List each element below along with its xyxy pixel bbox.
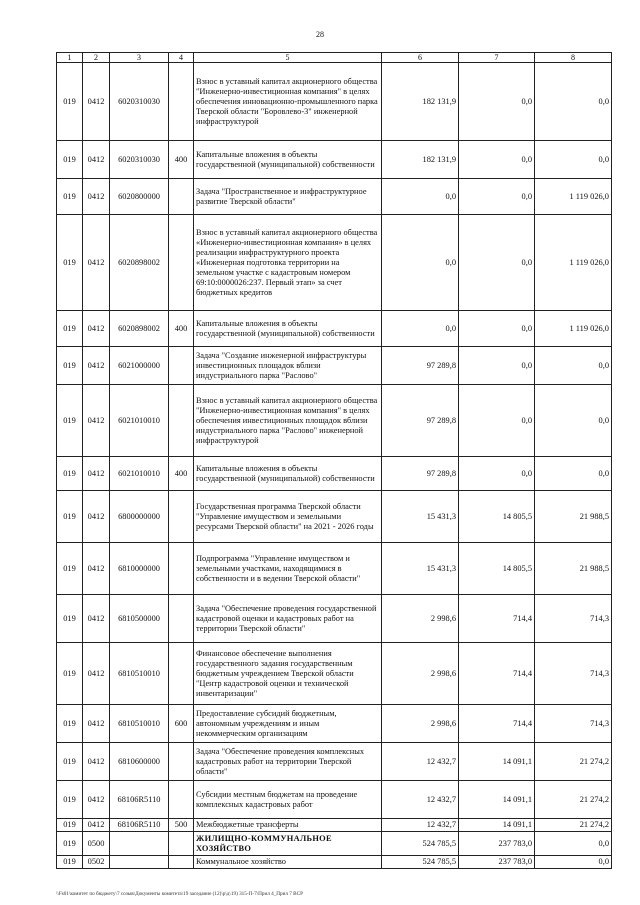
item-name-cell: Взнос в уставный капитал акционерного общества "Инженерно-инвестиционная компания" в целях обеспечения инвестиционных площадок вблизи индустриального парка "Раслово" инженерной инфраструктурой — [194, 385, 382, 457]
amount-year-3-cell: 1 119 026,0 — [535, 179, 612, 215]
amount-year-2-cell: 714,4 — [459, 705, 535, 743]
table-row — [57, 543, 612, 595]
section-code-cell: 0412 — [83, 311, 110, 347]
amount-year-2-cell: 14 805,5 — [459, 543, 535, 595]
amount-year-1-cell: 97 289,8 — [382, 457, 459, 491]
amount-year-2-cell: 0,0 — [459, 311, 535, 347]
header-cell-1: 1 — [57, 53, 83, 63]
admin-code-cell: 019 — [57, 743, 83, 781]
amount-year-3-cell: 0,0 — [535, 141, 612, 179]
budget-table — [56, 52, 612, 869]
table-row — [57, 215, 612, 311]
amount-year-3-cell: 21 274,2 — [535, 819, 612, 832]
section-code-cell: 0412 — [83, 491, 110, 543]
expense-type-cell: 400 — [169, 457, 194, 491]
item-name-cell: Коммунальное хозяйство — [194, 856, 382, 869]
target-article-cell: 6020898002 — [110, 311, 169, 347]
table-row — [57, 457, 612, 491]
item-name-cell: Субсидии местным бюджетам на проведение комплексных кадастровых работ — [194, 781, 382, 819]
item-name-cell: Межбюджетные трансферты — [194, 819, 382, 832]
amount-year-1-cell: 182 131,9 — [382, 141, 459, 179]
item-name-cell: Взнос в уставный капитал акционерного общества "Инженерно-инвестиционная компания" в целях обеспечения инновационно-промышленного парка Тверской области "Боровлево-3" инженерной инфраструктурой — [194, 63, 382, 141]
table-row — [57, 385, 612, 457]
expense-type-cell — [169, 347, 194, 385]
item-name-cell: Подпрограмма "Управление имуществом и земельными участками, находящимися в собственности и в ведении Тверской области" — [194, 543, 382, 595]
table-row — [57, 643, 612, 705]
item-name-cell: Задача "Пространственное и инфраструктурное развитие Тверской области" — [194, 179, 382, 215]
target-article-cell: 6021010010 — [110, 457, 169, 491]
item-name-cell: Взнос в уставный капитал акционерного общества «Инженерно-инвестиционная компания» в целях реализации инфраструктурного проекта «Инженерная подготовка территории на земельном участке с кадастровым номером 69:10:0000026:237. Первый этап» за счет бюджетных кредитов — [194, 215, 382, 311]
item-name-cell: Капитальные вложения в объекты государственной (муниципальной) собственности — [194, 141, 382, 179]
expense-type-cell — [169, 179, 194, 215]
amount-year-3-cell: 1 119 026,0 — [535, 215, 612, 311]
amount-year-3-cell: 714,3 — [535, 643, 612, 705]
table-row — [57, 705, 612, 743]
admin-code-cell: 019 — [57, 705, 83, 743]
section-code-cell: 0412 — [83, 595, 110, 643]
admin-code-cell: 019 — [57, 215, 83, 311]
admin-code-cell: 019 — [57, 385, 83, 457]
amount-year-2-cell: 714,4 — [459, 595, 535, 643]
expense-type-cell — [169, 743, 194, 781]
header-cell-2: 2 — [83, 53, 110, 63]
amount-year-1-cell: 12 432,7 — [382, 819, 459, 832]
amount-year-1-cell: 2 998,6 — [382, 705, 459, 743]
section-code-cell: 0502 — [83, 856, 110, 869]
admin-code-cell: 019 — [57, 781, 83, 819]
item-name-cell: Государственная программа Тверской области "Управление имуществом и земельными ресурсами Тверской области" на 2021 - 2026 годы — [194, 491, 382, 543]
section-code-cell: 0412 — [83, 215, 110, 311]
amount-year-1-cell: 524 785,5 — [382, 832, 459, 856]
amount-year-2-cell: 0,0 — [459, 215, 535, 311]
page-number: 28 — [316, 30, 324, 39]
target-article-cell: 68106R5110 — [110, 819, 169, 832]
item-name-cell: Капитальные вложения в объекты государственной (муниципальной) собственности — [194, 457, 382, 491]
table-row — [57, 781, 612, 819]
table-row — [57, 856, 612, 869]
amount-year-1-cell: 0,0 — [382, 179, 459, 215]
amount-year-1-cell: 97 289,8 — [382, 347, 459, 385]
target-article-cell — [110, 856, 169, 869]
target-article-cell: 6810510010 — [110, 705, 169, 743]
section-code-cell: 0412 — [83, 819, 110, 832]
target-article-cell: 6020310030 — [110, 63, 169, 141]
expense-type-cell — [169, 856, 194, 869]
item-name-cell: Финансовое обеспечение выполнения государственного задания государственным бюджетным учреждением Тверской области "Центр кадастровой оценки и технической инвентаризации" — [194, 643, 382, 705]
expense-type-cell: 600 — [169, 705, 194, 743]
target-article-cell: 6020310030 — [110, 141, 169, 179]
section-code-cell: 0412 — [83, 63, 110, 141]
item-name-cell: Капитальные вложения в объекты государственной (муниципальной) собственности — [194, 311, 382, 347]
table-row — [57, 819, 612, 832]
target-article-cell: 6810510010 — [110, 643, 169, 705]
expense-type-cell — [169, 543, 194, 595]
item-name-cell: Задача "Создание инженерной инфраструктуры инвестиционных площадок вблизи индустриального парка "Раслово" — [194, 347, 382, 385]
admin-code-cell: 019 — [57, 543, 83, 595]
item-name-cell: Задача "Обеспечение проведения комплексных кадастровых работ на территории Тверской области" — [194, 743, 382, 781]
expense-type-cell: 400 — [169, 311, 194, 347]
target-article-cell: 68106R5110 — [110, 781, 169, 819]
amount-year-1-cell: 0,0 — [382, 311, 459, 347]
section-code-cell: 0412 — [83, 743, 110, 781]
amount-year-2-cell: 0,0 — [459, 457, 535, 491]
amount-year-2-cell: 14 091,1 — [459, 819, 535, 832]
section-code-cell: 0412 — [83, 141, 110, 179]
amount-year-3-cell: 0,0 — [535, 347, 612, 385]
expense-type-cell — [169, 63, 194, 141]
target-article-cell: 6810600000 — [110, 743, 169, 781]
expense-type-cell — [169, 832, 194, 856]
section-code-cell: 0412 — [83, 385, 110, 457]
expense-type-cell — [169, 491, 194, 543]
header-cell-3: 3 — [110, 53, 169, 63]
table-row — [57, 743, 612, 781]
header-cell-7: 7 — [459, 53, 535, 63]
table-row — [57, 311, 612, 347]
target-article-cell: 6810500000 — [110, 595, 169, 643]
target-article-cell: 6020898002 — [110, 215, 169, 311]
section-code-cell: 0500 — [83, 832, 110, 856]
admin-code-cell: 019 — [57, 141, 83, 179]
admin-code-cell: 019 — [57, 595, 83, 643]
amount-year-3-cell: 714,3 — [535, 705, 612, 743]
header-cell-6: 6 — [382, 53, 459, 63]
admin-code-cell: 019 — [57, 856, 83, 869]
expense-type-cell — [169, 781, 194, 819]
table-row — [57, 347, 612, 385]
header-row — [57, 53, 612, 63]
admin-code-cell: 019 — [57, 643, 83, 705]
section-code-cell: 0412 — [83, 643, 110, 705]
amount-year-1-cell: 182 131,9 — [382, 63, 459, 141]
target-article-cell: 6021010010 — [110, 385, 169, 457]
admin-code-cell: 019 — [57, 832, 83, 856]
header-cell-5: 5 — [194, 53, 382, 63]
footer-file-path: \\Fs01\комитет по бюджету\7 созыв\Документы комитета\19 заседание (12)\р\д\19) 315-П-7\Прил 4_Прил 7 ВСР — [56, 891, 303, 897]
amount-year-3-cell: 21 274,2 — [535, 743, 612, 781]
expense-type-cell: 500 — [169, 819, 194, 832]
amount-year-3-cell: 1 119 026,0 — [535, 311, 612, 347]
amount-year-1-cell: 12 432,7 — [382, 781, 459, 819]
amount-year-3-cell: 0,0 — [535, 856, 612, 869]
table-row — [57, 179, 612, 215]
admin-code-cell: 019 — [57, 819, 83, 832]
amount-year-1-cell: 2 998,6 — [382, 643, 459, 705]
admin-code-cell: 019 — [57, 63, 83, 141]
table-row — [57, 141, 612, 179]
amount-year-2-cell: 14 091,1 — [459, 781, 535, 819]
admin-code-cell: 019 — [57, 491, 83, 543]
amount-year-1-cell: 0,0 — [382, 215, 459, 311]
amount-year-3-cell: 0,0 — [535, 385, 612, 457]
amount-year-3-cell: 21 274,2 — [535, 781, 612, 819]
header-cell-8: 8 — [535, 53, 612, 63]
amount-year-3-cell: 714,3 — [535, 595, 612, 643]
expense-type-cell — [169, 595, 194, 643]
amount-year-1-cell: 15 431,3 — [382, 491, 459, 543]
amount-year-3-cell: 0,0 — [535, 457, 612, 491]
admin-code-cell: 019 — [57, 347, 83, 385]
section-code-cell: 0412 — [83, 781, 110, 819]
admin-code-cell: 019 — [57, 457, 83, 491]
amount-year-2-cell: 237 783,0 — [459, 856, 535, 869]
amount-year-2-cell: 14 091,1 — [459, 743, 535, 781]
amount-year-3-cell: 0,0 — [535, 832, 612, 856]
amount-year-2-cell: 0,0 — [459, 179, 535, 215]
amount-year-2-cell: 0,0 — [459, 141, 535, 179]
amount-year-2-cell: 0,0 — [459, 385, 535, 457]
target-article-cell: 6810000000 — [110, 543, 169, 595]
section-code-cell: 0412 — [83, 705, 110, 743]
amount-year-1-cell: 524 785,5 — [382, 856, 459, 869]
expense-type-cell — [169, 215, 194, 311]
table-row — [57, 595, 612, 643]
admin-code-cell: 019 — [57, 179, 83, 215]
table-row — [57, 832, 612, 856]
amount-year-2-cell: 0,0 — [459, 347, 535, 385]
section-code-cell: 0412 — [83, 347, 110, 385]
item-name-cell: Задача "Обеспечение проведения государственной кадастровой оценки и кадастровых работ на территории Тверской области" — [194, 595, 382, 643]
expense-type-cell — [169, 643, 194, 705]
section-code-cell: 0412 — [83, 179, 110, 215]
amount-year-3-cell: 0,0 — [535, 63, 612, 141]
item-name-cell: Предоставление субсидий бюджетным, автономным учреждениям и иным некоммерческим организациям — [194, 705, 382, 743]
amount-year-1-cell: 2 998,6 — [382, 595, 459, 643]
amount-year-3-cell: 21 988,5 — [535, 543, 612, 595]
amount-year-1-cell: 15 431,3 — [382, 543, 459, 595]
amount-year-2-cell: 714,4 — [459, 643, 535, 705]
expense-type-cell — [169, 385, 194, 457]
target-article-cell: 6021000000 — [110, 347, 169, 385]
target-article-cell — [110, 832, 169, 856]
amount-year-2-cell: 14 805,5 — [459, 491, 535, 543]
section-code-cell: 0412 — [83, 543, 110, 595]
target-article-cell: 6800000000 — [110, 491, 169, 543]
table-body — [57, 63, 612, 869]
header-cell-4: 4 — [169, 53, 194, 63]
table-row — [57, 63, 612, 141]
table-row — [57, 491, 612, 543]
section-code-cell: 0412 — [83, 457, 110, 491]
item-name-cell: ЖИЛИЩНО-КОММУНАЛЬНОЕ ХОЗЯЙСТВО — [194, 832, 382, 856]
amount-year-1-cell: 12 432,7 — [382, 743, 459, 781]
amount-year-2-cell: 0,0 — [459, 63, 535, 141]
target-article-cell: 6020800000 — [110, 179, 169, 215]
admin-code-cell: 019 — [57, 311, 83, 347]
amount-year-3-cell: 21 988,5 — [535, 491, 612, 543]
amount-year-1-cell: 97 289,8 — [382, 385, 459, 457]
expense-type-cell: 400 — [169, 141, 194, 179]
amount-year-2-cell: 237 783,0 — [459, 832, 535, 856]
